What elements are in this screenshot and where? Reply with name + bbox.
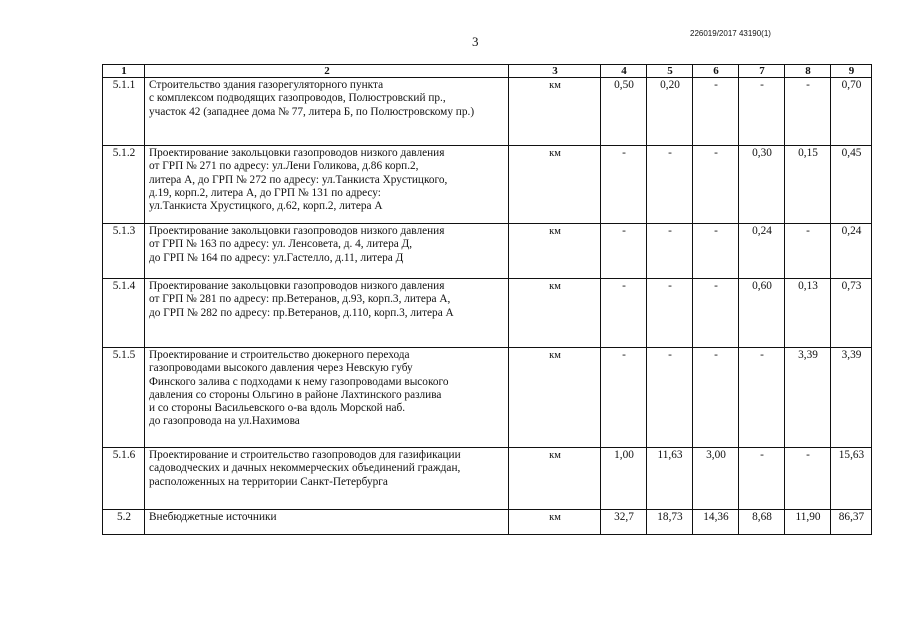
row-value-col-5: - bbox=[647, 146, 693, 224]
row-value-col-8: 3,39 bbox=[785, 348, 831, 448]
row-value-col-9: 3,39 bbox=[831, 348, 872, 448]
row-value-col-8: - bbox=[785, 448, 831, 510]
row-value-col-5: - bbox=[647, 348, 693, 448]
row-number: 5.1.6 bbox=[103, 448, 145, 510]
table-row bbox=[103, 146, 872, 224]
row-value-col-4: 32,7 bbox=[601, 510, 647, 535]
row-value-col-7: - bbox=[739, 78, 785, 146]
row-value-col-5: - bbox=[647, 279, 693, 348]
row-value-col-9: 86,37 bbox=[831, 510, 872, 535]
row-value-col-7: - bbox=[739, 348, 785, 448]
row-description: Проектирование и строительство дюкерного перехода газопроводами высокого давления через Невскую губу Финского залива с подходами к нему газопроводами высокого давления со стороны Ольгино в районе Лахтинского разлива и со стороны Васильевского о-ва вдоль Морской наб. до газопровода на ул.Нахимова bbox=[145, 348, 509, 448]
row-number: 5.2 bbox=[103, 510, 145, 535]
row-description: Внебюджетные источники bbox=[145, 510, 509, 535]
row-value-col-4: - bbox=[601, 279, 647, 348]
budget-table bbox=[102, 64, 872, 535]
row-value-col-9: 0,70 bbox=[831, 78, 872, 146]
column-header: 9 bbox=[831, 65, 872, 78]
row-value-col-9: 15,63 bbox=[831, 448, 872, 510]
table-row bbox=[103, 279, 872, 348]
row-value-col-9: 0,24 bbox=[831, 224, 872, 279]
row-value-col-6: 3,00 bbox=[693, 448, 739, 510]
row-value-col-7: - bbox=[739, 448, 785, 510]
row-value-col-7: 0,60 bbox=[739, 279, 785, 348]
table-row bbox=[103, 510, 872, 535]
page-number: 3 bbox=[472, 34, 479, 49]
row-value-col-8: 0,13 bbox=[785, 279, 831, 348]
table-row bbox=[103, 224, 872, 279]
row-description: Проектирование закольцовки газопроводов низкого давления от ГРП № 271 по адресу: ул.Лени Голикова, д.86 корп.2, литера А, до ГРП № 272 по адресу: ул.Танкиста Хрустицкого, д.19, корп.2, литера А, до ГРП № 131 по адресу: ул.Танкиста Хрустицкого, д.62, корп.2, литера А bbox=[145, 146, 509, 224]
row-unit: км bbox=[509, 510, 601, 535]
column-header: 5 bbox=[647, 65, 693, 78]
row-value-col-6: - bbox=[693, 348, 739, 448]
row-unit: км bbox=[509, 448, 601, 510]
row-value-col-6: - bbox=[693, 279, 739, 348]
row-value-col-6: 14,36 bbox=[693, 510, 739, 535]
row-value-col-5: - bbox=[647, 224, 693, 279]
row-value-col-5: 18,73 bbox=[647, 510, 693, 535]
row-number: 5.1.2 bbox=[103, 146, 145, 224]
row-unit: км bbox=[509, 146, 601, 224]
row-value-col-9: 0,73 bbox=[831, 279, 872, 348]
row-value-col-4: - bbox=[601, 224, 647, 279]
row-unit: км bbox=[509, 279, 601, 348]
row-value-col-7: 8,68 bbox=[739, 510, 785, 535]
column-header: 8 bbox=[785, 65, 831, 78]
table-row bbox=[103, 78, 872, 146]
table-row bbox=[103, 448, 872, 510]
row-value-col-6: - bbox=[693, 146, 739, 224]
row-value-col-7: 0,24 bbox=[739, 224, 785, 279]
row-unit: км bbox=[509, 78, 601, 146]
row-unit: км bbox=[509, 348, 601, 448]
row-value-col-4: - bbox=[601, 348, 647, 448]
row-number: 5.1.3 bbox=[103, 224, 145, 279]
row-value-col-5: 11,63 bbox=[647, 448, 693, 510]
row-description: Проектирование закольцовки газопроводов низкого давления от ГРП № 281 по адресу: пр.Ветеранов, д.93, корп.3, литера А, до ГРП № 282 по адресу: пр.Ветеранов, д.110, корп.3, литера А bbox=[145, 279, 509, 348]
row-description: Проектирование закольцовки газопроводов низкого давления от ГРП № 163 по адресу: ул. Ленсовета, д. 4, литера Д, до ГРП № 164 по адресу: ул.Гастелло, д.11, литера Д bbox=[145, 224, 509, 279]
row-unit: км bbox=[509, 224, 601, 279]
row-description: Проектирование и строительство газопроводов для газификации садоводческих и дачных некоммерческих объединений граждан, расположенных на территории Санкт-Петербурга bbox=[145, 448, 509, 510]
row-number: 5.1.5 bbox=[103, 348, 145, 448]
document-id: 226019/2017 43190(1) bbox=[690, 29, 771, 38]
row-value-col-9: 0,45 bbox=[831, 146, 872, 224]
row-value-col-6: - bbox=[693, 78, 739, 146]
row-value-col-4: 0,50 bbox=[601, 78, 647, 146]
table-header-row bbox=[103, 65, 872, 78]
row-description: Строительство здания газорегуляторного пункта с комплексом подводящих газопроводов, Полюстровский пр., участок 42 (западнее дома № 77, литера Б, по Полюстровскому пр.) bbox=[145, 78, 509, 146]
row-value-col-8: 11,90 bbox=[785, 510, 831, 535]
column-header: 1 bbox=[103, 65, 145, 78]
row-value-col-8: 0,15 bbox=[785, 146, 831, 224]
column-header: 2 bbox=[145, 65, 509, 78]
column-header: 4 bbox=[601, 65, 647, 78]
row-value-col-7: 0,30 bbox=[739, 146, 785, 224]
column-header: 3 bbox=[509, 65, 601, 78]
column-header: 6 bbox=[693, 65, 739, 78]
row-value-col-6: - bbox=[693, 224, 739, 279]
table-row bbox=[103, 348, 872, 448]
row-value-col-4: 1,00 bbox=[601, 448, 647, 510]
row-number: 5.1.4 bbox=[103, 279, 145, 348]
row-number: 5.1.1 bbox=[103, 78, 145, 146]
row-value-col-4: - bbox=[601, 146, 647, 224]
row-value-col-8: - bbox=[785, 78, 831, 146]
column-header: 7 bbox=[739, 65, 785, 78]
row-value-col-5: 0,20 bbox=[647, 78, 693, 146]
row-value-col-8: - bbox=[785, 224, 831, 279]
